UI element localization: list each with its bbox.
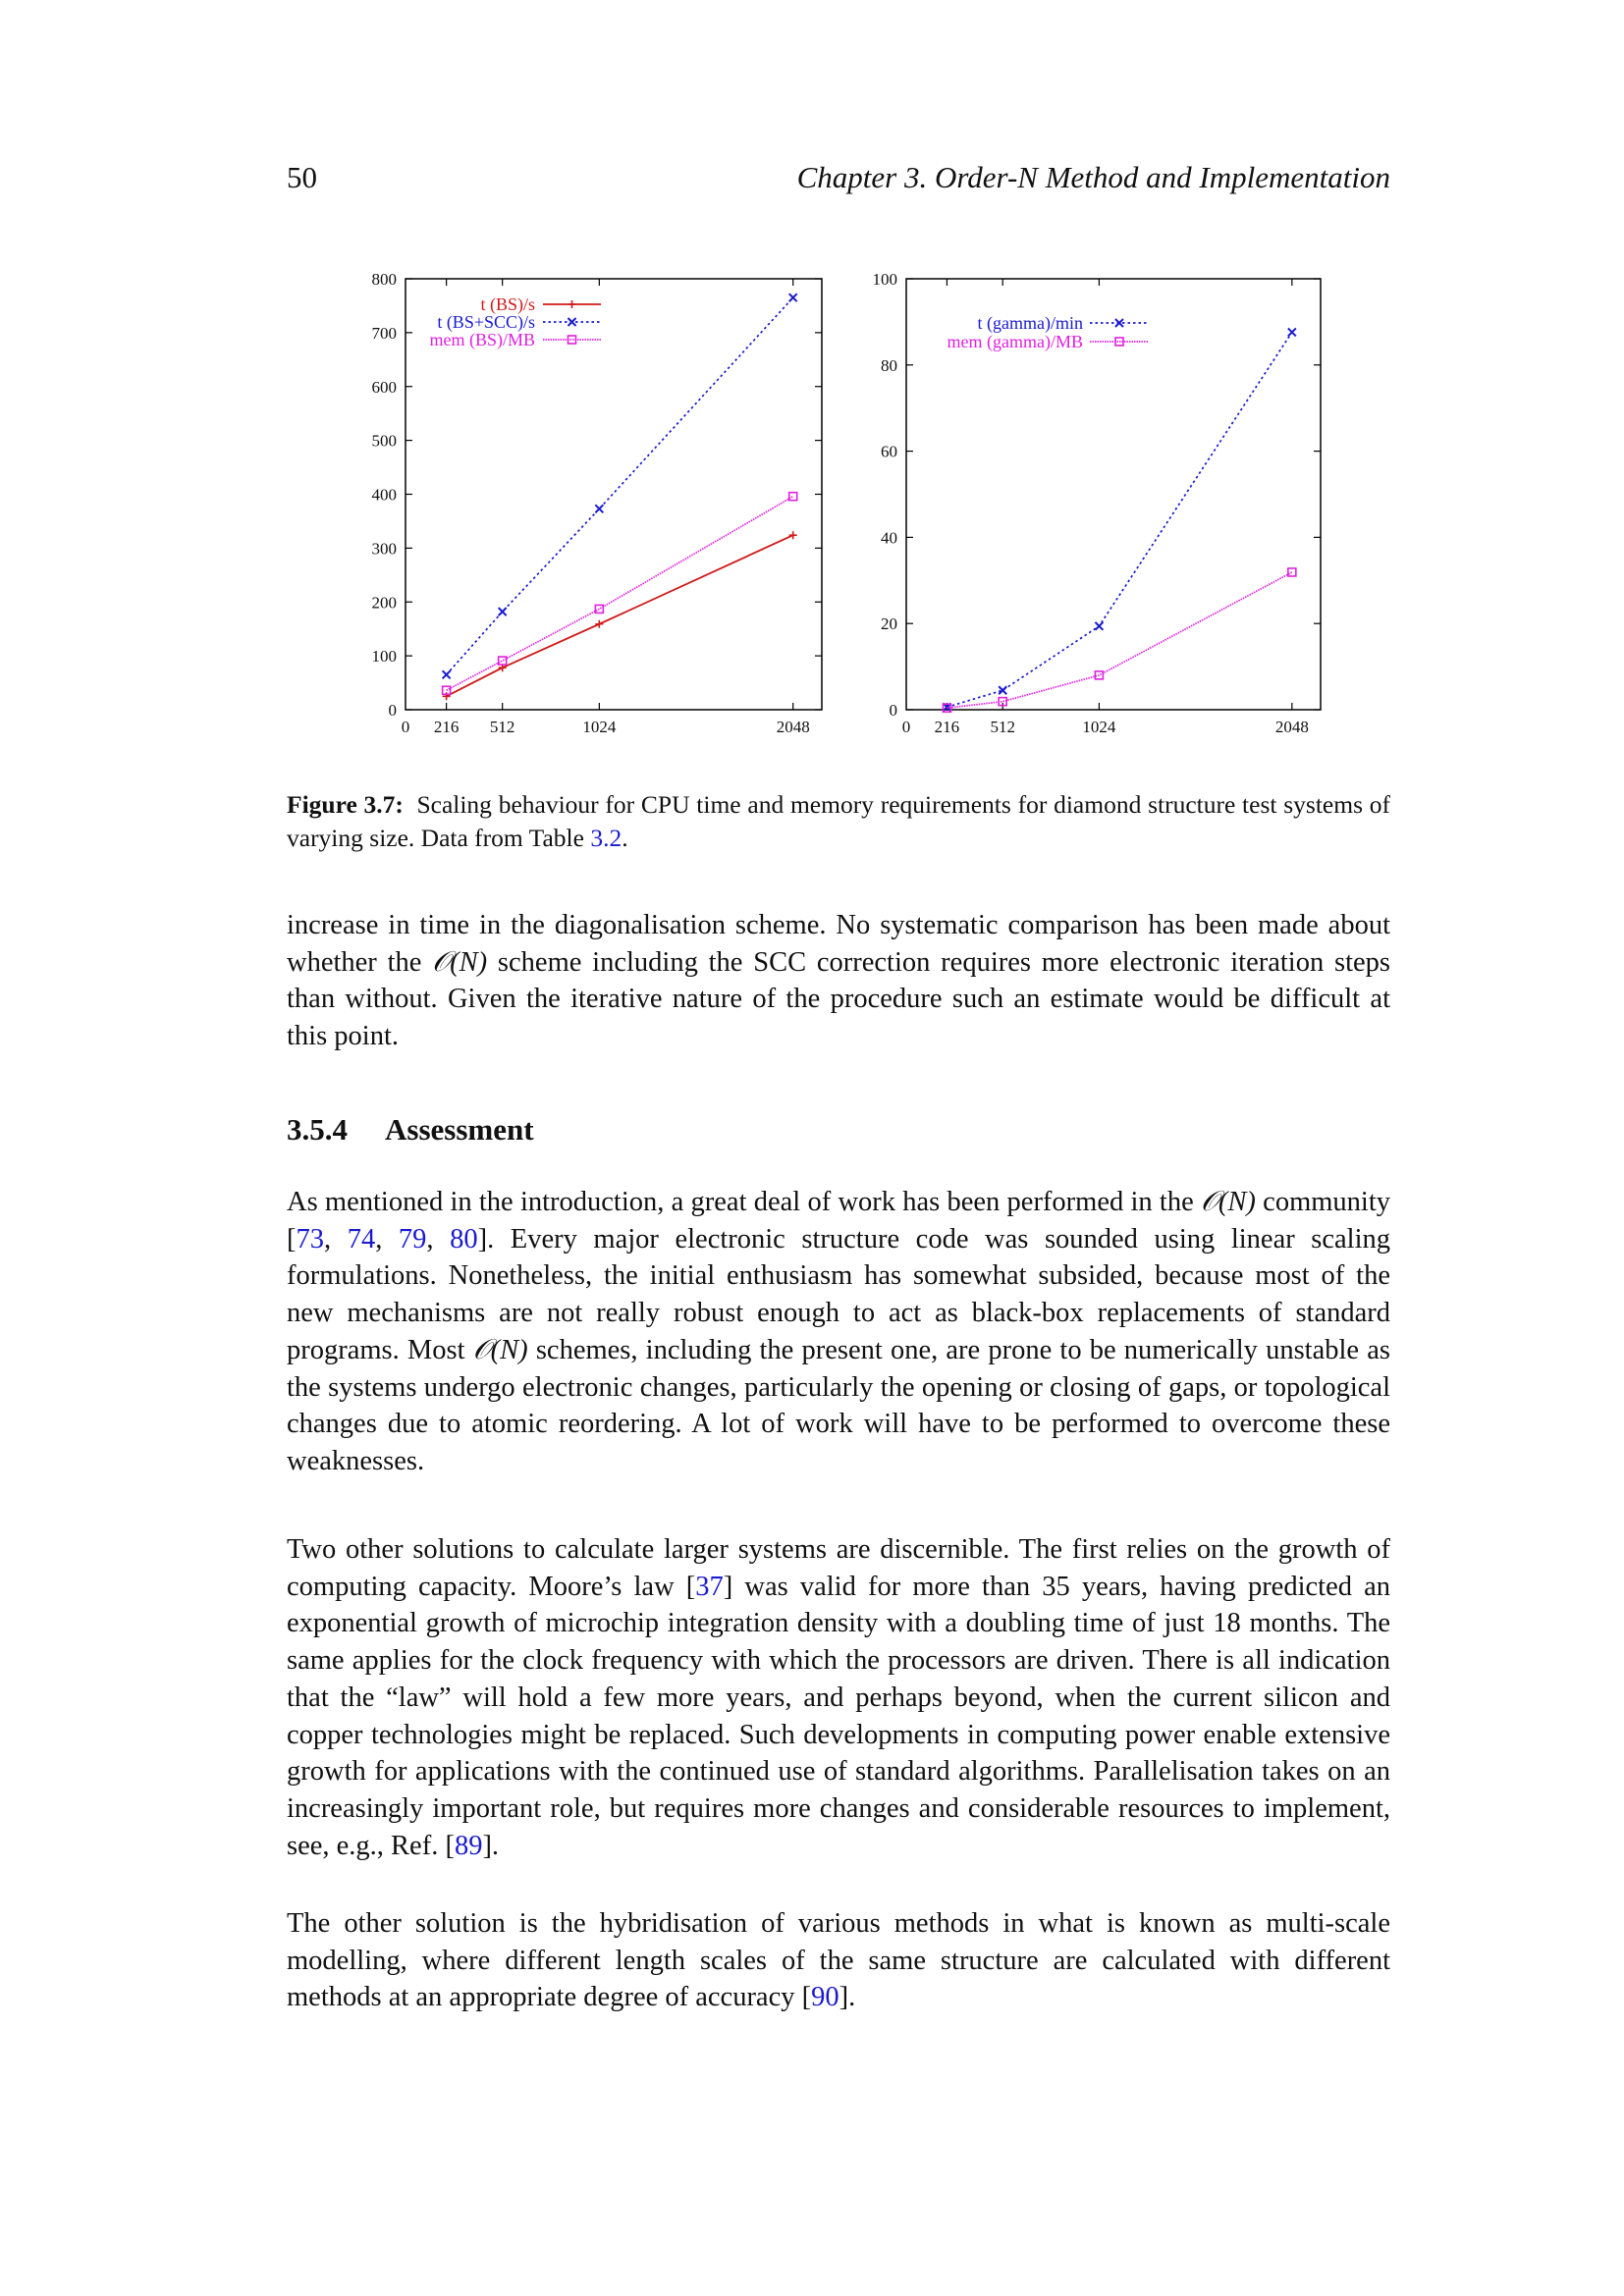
x-tick-label: 512 [489,718,515,736]
text: As mentioned in the introduction, a great deal of work has been performed in the [287,1187,1201,1217]
chapter-title: Chapter 3. Order-N Method and Implementation [796,160,1390,194]
text: ] was valid for more than 35 years, having predicted an exponential growth of microchip integration density with a doubling time of just 18 months. The same applies for the clock frequency with which the processors are driven. There is all indication that the “law” will hold a few more years, and perhaps beyond, when the current silicon and copper technologies might be replaced. Such developments in computing power enable extensive growth for applications with the continued use of standard algorithms. Parallelisation takes on an increasingly important role, but requires more changes and considerable resources to implement, see, e.g., Ref. [ [287,1571,1390,1861]
caption-label: Figure 3.7: [287,790,404,819]
y-tick-label: 800 [371,270,397,289]
y-tick-label: 60 [881,442,897,461]
x-tick-label: 2048 [1274,718,1309,736]
legend-label: t (BS)/s [480,294,535,314]
table-ref-link[interactable]: 3.2 [590,824,623,852]
y-tick-label: 100 [872,270,897,289]
section-number: 3.5.4 [287,1112,348,1147]
x-tick-label: 0 [901,718,911,736]
y-tick-label: 700 [371,323,397,343]
x-tick-label: 1024 [1082,718,1116,736]
legend-label: t (gamma)/min [977,313,1083,333]
paragraph-2: As mentioned in the introduction, a great deal of work has been performed in the 𝒪(N) community [73, 74, 79, 80]. Every major electronic structure code was sounded using linear scaling formulations. Nonetheless, the initial enthusiasm has somewhat subsided, because most of the new mechanisms are not really robust enough to act as black-box replacements of standard programs. Most 𝒪(N) schemes, including the present one, are prone to be numerically unstable as the systems undergo electronic changes, particularly the opening or closing of gaps, or topological changes due to atomic reordering. A lot of work will have to be performed to overcome these weaknesses. [287,1187,1391,1476]
legend-label: mem (gamma)/MB [947,332,1083,351]
legend-label: mem (BS)/MB [429,330,535,349]
citation-link[interactable]: 74 [347,1223,376,1255]
text: Two other solutions to calculate larger systems are discernible. The first relies on the growth of computing capacity. Moore’s law [ [287,1534,1390,1602]
section-title: Assessment [385,1112,534,1147]
order-n-symbol: 𝒪(N) [1200,1187,1256,1217]
square-marker-icon [789,493,797,501]
y-tick-label: 80 [881,355,897,375]
text: schemes, including the present one, are prone to be numerically unstable as the systems undergo electronic changes, particularly the opening or closing of gaps, or topological changes due to atomic reordering. A lot of work will have to be performed to overcome these weaknesses. [287,1334,1390,1476]
legend-label: t (BS+SCC)/s [437,312,535,332]
paragraph-3 [287,1531,1390,1864]
x-marker-icon [443,670,451,678]
square-marker-icon [568,336,576,344]
y-tick-label: 400 [371,485,397,505]
x-marker-icon [1115,319,1123,327]
y-tick-label: 20 [881,614,897,634]
x-tick-label: 1024 [582,718,617,736]
citation-link[interactable]: 79 [398,1223,427,1255]
square-marker-icon [499,657,507,665]
figure-caption [287,788,1390,855]
citation-link[interactable]: 80 [450,1223,478,1255]
citation-link[interactable]: 90 [811,1982,839,2013]
text: ]. [839,1982,856,2013]
y-tick-label: 0 [889,701,897,720]
paragraph-1 [287,907,1390,1055]
x-marker-icon [1288,328,1296,336]
citation-link[interactable]: 37 [695,1571,724,1602]
series-line [947,332,1291,707]
x-marker-icon [789,294,797,301]
text: increase in time in the diagonalisation scheme. No systematic comparison has been made about whether the [287,910,1390,978]
citation-link[interactable]: 89 [454,1830,483,1861]
x-tick-label: 512 [990,718,1015,736]
order-n-symbol: 𝒪(N) [432,946,488,978]
plus-marker-icon [789,531,797,539]
x-marker-icon [1095,622,1103,630]
x-marker-icon [499,608,507,615]
caption-end: . [622,824,628,852]
y-tick-label: 600 [371,377,397,397]
figure-3-7 [353,263,1335,754]
square-marker-icon [1288,568,1296,576]
plus-marker-icon [595,620,603,628]
order-n-symbol: 𝒪(N) [472,1334,528,1365]
x-marker-icon [568,318,576,326]
y-tick-label: 100 [371,647,397,667]
text: community [ [287,1187,1390,1255]
series-line [447,297,793,674]
series-line [447,535,793,696]
caption-text: Scaling behaviour for CPU time and memory requirements for diamond structure test systems of varying size. Data from Table [287,790,1390,852]
plus-marker-icon [568,300,576,308]
text: ]. Every major electronic structure code was sounded using linear scaling formulations. Nonetheless, the initial enthusiasm has somewhat subsided, because most of the new mechanisms are not really robust enough to act as black-box replacements of standard programs. Most [287,1223,1391,1365]
paragraph-4 [287,1905,1390,2016]
section-heading [287,1112,534,1148]
y-tick-label: 500 [371,431,397,451]
text: ]. [482,1830,500,1861]
x-tick-label: 216 [934,718,960,736]
x-tick-label: 216 [433,718,460,736]
chart-right-gamma-scaling [844,263,1355,754]
text: scheme including the SCC correction requires more electronic iteration steps than without. Given the iterative nature of the procedure such an estimate would be difficult at this point. [287,946,1390,1052]
y-tick-label: 40 [881,528,897,548]
y-tick-label: 200 [371,593,397,613]
x-marker-icon [595,505,603,512]
x-tick-label: 2048 [776,718,810,736]
y-tick-label: 300 [371,539,397,559]
y-tick-label: 0 [388,701,397,720]
running-head [287,160,1390,199]
text: The other solution is the hybridisation of various methods in what is known as multi-scale modelling, where different length scales of the same structure are calculated with different methods at an appropriate degree of accuracy [ [287,1908,1390,2013]
x-tick-label: 0 [401,718,410,736]
chart-left-bs-scaling [353,263,844,754]
page-number: 50 [287,160,317,194]
citation-link[interactable]: 73 [296,1223,324,1255]
